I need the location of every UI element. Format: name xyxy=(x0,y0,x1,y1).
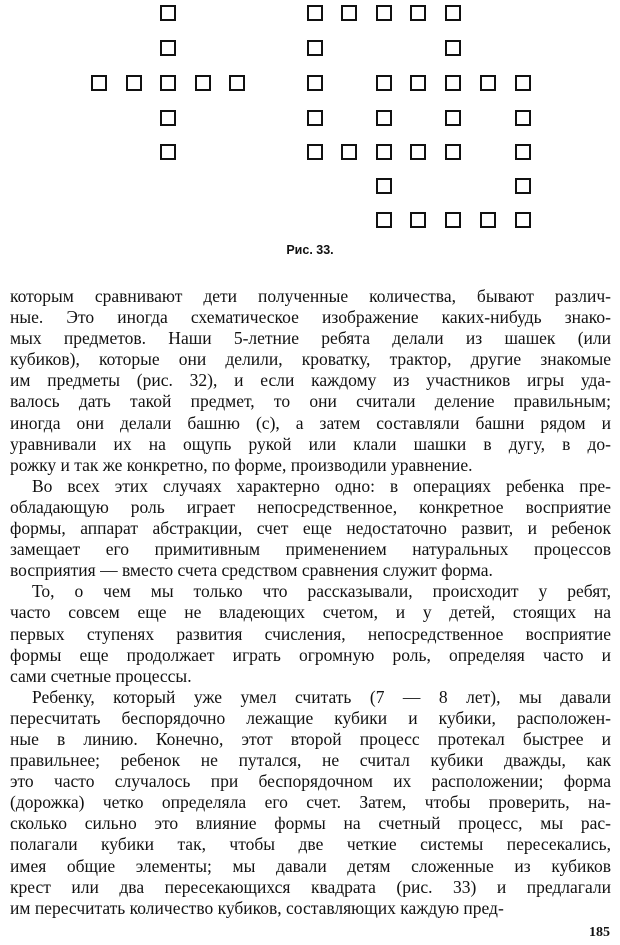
square-a-cube xyxy=(410,5,426,21)
text-line: полагали кубики так, чтобы две четкие системы пересекались, xyxy=(10,834,611,855)
square-b-cube xyxy=(376,110,392,126)
square-b-cube xyxy=(515,178,531,194)
text-line: это часто случалось при беспорядочном их расположении; форма xyxy=(10,771,611,792)
square-a-cube xyxy=(341,5,357,21)
cross-cube xyxy=(160,5,176,21)
square-b-cube xyxy=(376,212,392,228)
square-a-cube xyxy=(307,5,323,21)
text-line: сколько сильно это влияние формы на счетный процесс, мы рас- xyxy=(10,813,611,834)
square-a-cube xyxy=(445,5,461,21)
text-line: пересчитать беспорядочно лежащие кубики и кубики, расположен- xyxy=(10,707,611,728)
square-a-cube xyxy=(410,144,426,160)
cross-cube xyxy=(195,75,211,91)
text-line: первых ступенях развития счисления, непосредственное восприятие xyxy=(10,623,611,644)
text-line: формы, аппарат абстракции, счет еще недостаточно развит, и ребенок xyxy=(10,518,611,539)
cross-cube xyxy=(126,75,142,91)
text-line: восприятия — вместо счета средством сравнения служит форма. xyxy=(10,560,493,581)
square-a-cube xyxy=(445,75,461,91)
text-line: валось дать такой предмет, то они считали деление правильным; xyxy=(10,391,611,412)
square-a-cube xyxy=(307,75,323,91)
square-b-cube xyxy=(410,75,426,91)
text-line: замещает его примитивным применением натуральных процессов xyxy=(10,539,611,560)
text-line: рожку и так же конкретно, по форме, производили уравнение. xyxy=(10,454,473,475)
text-line: обладающую роль играет непосредственное, конкретное восприятие xyxy=(10,496,611,517)
text-line: правильнее; ребенок не путался, не считал кубики дважды, как xyxy=(10,750,611,771)
text-line: сами счетные процессы. xyxy=(10,665,192,686)
square-b-cube xyxy=(480,75,496,91)
page-number: 185 xyxy=(589,925,610,940)
square-a-cube xyxy=(445,110,461,126)
text-line: (дорожка) четко определяла его счет. Затем, чтобы проверить, на- xyxy=(10,792,611,813)
square-a-cube xyxy=(307,144,323,160)
square-a-cube xyxy=(376,5,392,21)
body-text xyxy=(10,286,611,919)
square-b-cube xyxy=(515,144,531,160)
cross-cube xyxy=(229,75,245,91)
square-a-cube xyxy=(341,144,357,160)
square-b-cube xyxy=(376,75,392,91)
text-line: кубиков), которые они делили, кроватку, трактор, другие знакомые xyxy=(10,349,611,370)
square-a-cube xyxy=(376,144,392,160)
square-b-cube xyxy=(480,212,496,228)
text-line: формы еще продолжает играть огромную роль, определяя часто и xyxy=(10,644,611,665)
square-b-cube xyxy=(445,212,461,228)
square-b-cube xyxy=(376,178,392,194)
square-a-cube xyxy=(307,110,323,126)
text-line: им пересчитать количество кубиков, составляющих каждую пред- xyxy=(10,897,504,918)
square-b-cube xyxy=(410,212,426,228)
text-line: То, о чем мы только что рассказывали, происходит у ребят, xyxy=(32,581,611,602)
text-line: крест или два пересекающихся квадрата (рис. 33) и предлагали xyxy=(10,876,611,897)
text-line: мых предметов. Наши 5-летние ребята делали из шашек (или xyxy=(10,328,611,349)
cross-cube xyxy=(91,75,107,91)
cross-cube xyxy=(160,40,176,56)
figure-33 xyxy=(0,0,620,230)
text-line: которым сравнивают дети полученные количества, бывают различ- xyxy=(10,286,611,306)
text-line: им предметы (рис. 32), и если каждому из участников игры уда- xyxy=(10,370,611,391)
square-b-cube xyxy=(515,110,531,126)
square-a-cube xyxy=(445,40,461,56)
text-line: уравнивали их на ощупь рукой или клали шашки в дугу, в до- xyxy=(10,433,611,454)
text-line: ные. Это иногда схематическое изображение каких-нибудь знако- xyxy=(10,307,611,328)
square-a-cube xyxy=(307,40,323,56)
square-b-cube xyxy=(515,212,531,228)
text-line: часто совсем еще не владеющих счетом, и у детей, стоящих на xyxy=(10,602,611,623)
text-line: ные в линию. Конечно, этот второй процесс протекал быстрее и xyxy=(10,728,611,749)
cross-cube xyxy=(160,144,176,160)
text-line: имея общие элементы; мы давали детям сложенные из кубиков xyxy=(10,855,611,876)
text-line: Ребенку, который уже умел считать (7 — 8 лет), мы давали xyxy=(32,686,611,707)
square-a-cube xyxy=(445,144,461,160)
figure-caption: Рис. 33. xyxy=(286,243,334,257)
text-line: иногда они делали башню (с), а затем составляли башни рядом и xyxy=(10,412,611,433)
square-b-cube xyxy=(515,75,531,91)
text-line: Во всех этих случаях характерно одно: в операциях ребенка пре- xyxy=(32,475,611,496)
cross-cube xyxy=(160,110,176,126)
cross-cube xyxy=(160,75,176,91)
